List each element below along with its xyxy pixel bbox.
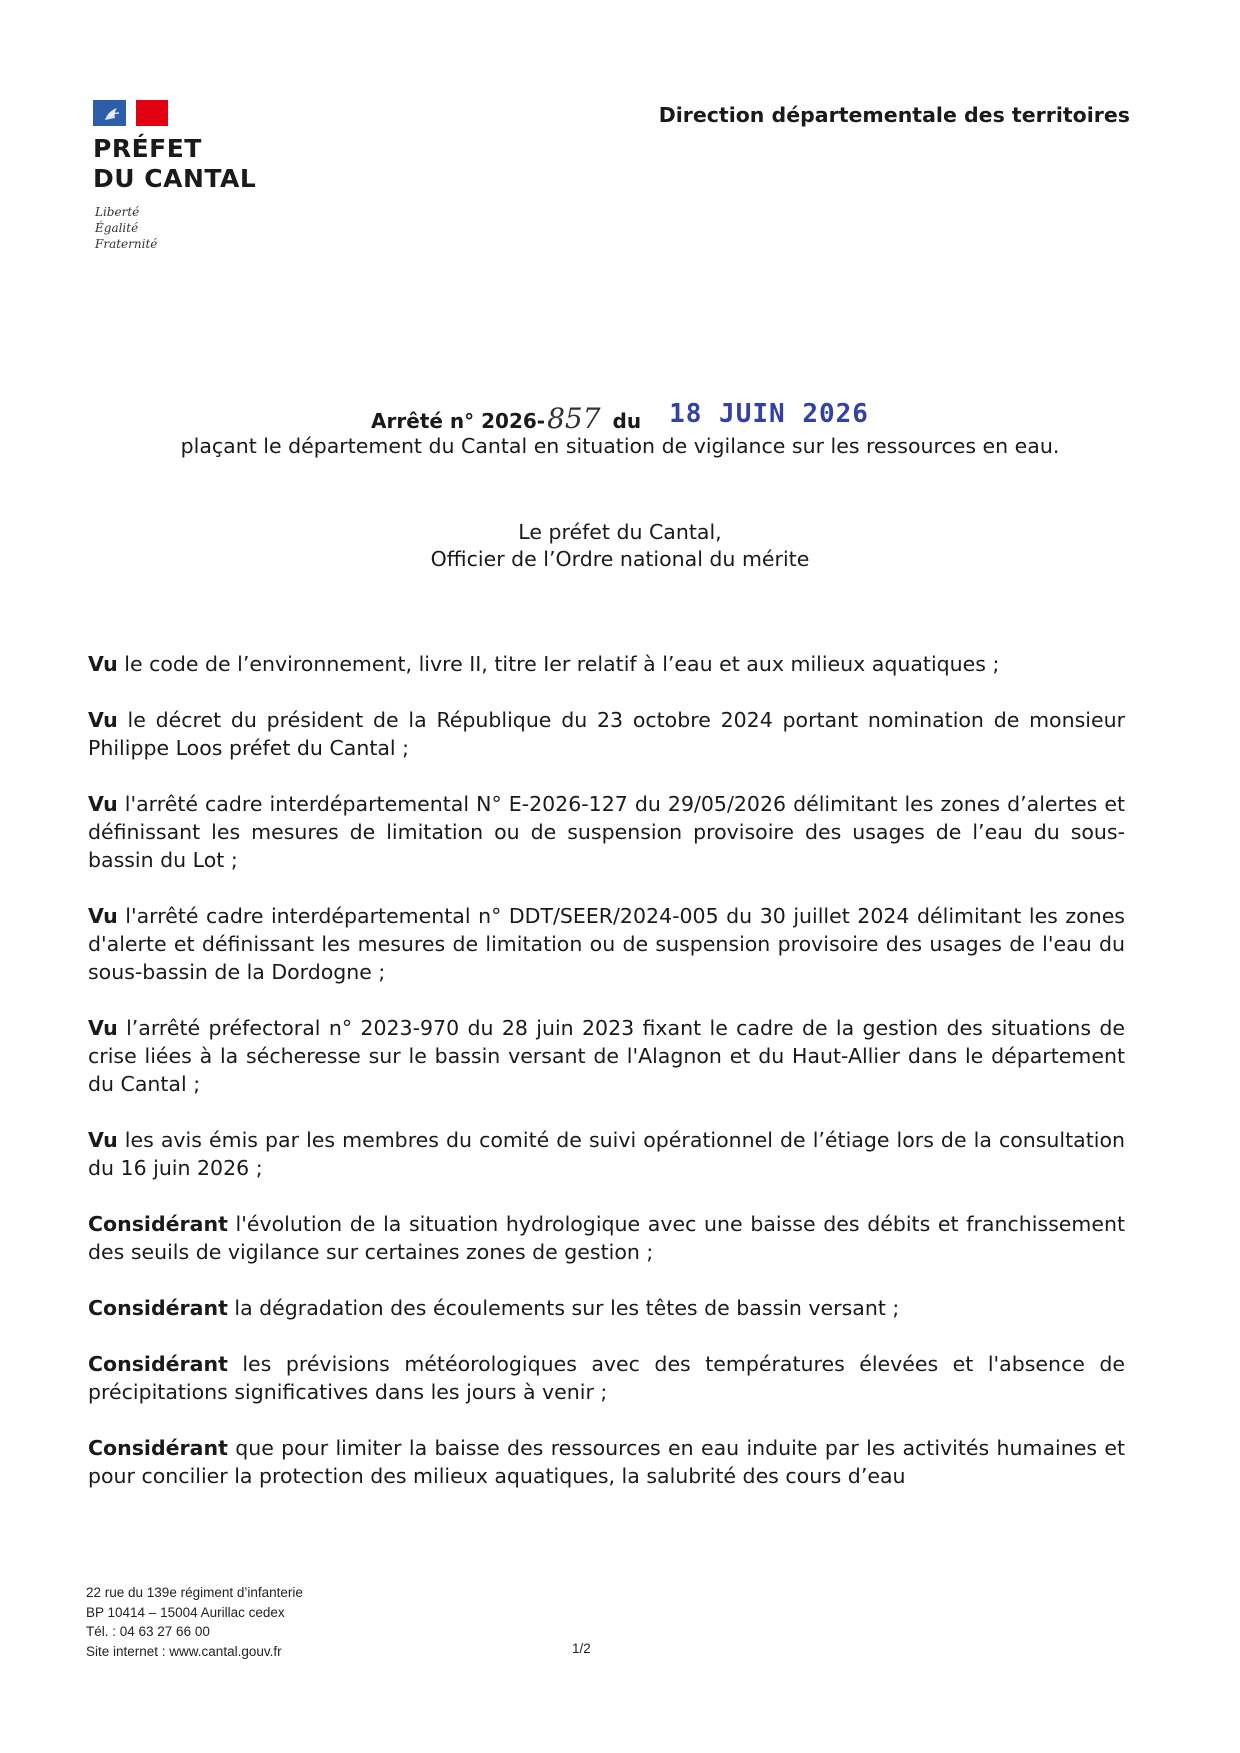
decree-subtitle: plaçant le département du Cantal en situation de vigilance sur les ressources en eau. xyxy=(180,434,1060,458)
motto-liberte: Liberté xyxy=(95,205,140,219)
date-stamp: 18 JUIN 2026 xyxy=(669,399,869,429)
footer-phone: Tél. : 04 63 27 66 00 xyxy=(86,1624,210,1639)
motto-egalite: Égalité xyxy=(95,221,139,235)
page-number: 1/2 xyxy=(572,1641,591,1656)
paragraph: Vu les avis émis par les membres du comité de suivi opérationnel de l’étiage lors de la consultation du 16 juin 2026 ; xyxy=(88,1128,1125,1180)
french-flag-icon xyxy=(93,100,168,126)
handwritten-number: 857 xyxy=(547,402,601,435)
paragraph: Considérant que pour limiter la baisse des ressources en eau induite par les activités humaines et pour concilier la protection des milieux aquatiques, la salubrité des cours d’eau xyxy=(88,1436,1125,1488)
direction-title: Direction départementale des territoires xyxy=(658,103,1130,127)
footer-website: Site internet : www.cantal.gouv.fr xyxy=(86,1643,282,1659)
footer-postal: BP 10414 – 15004 Aurillac cedex xyxy=(86,1604,285,1620)
paragraph: Vu l’arrêté préfectoral n° 2023-970 du 28 juin 2023 fixant le cadre de la gestion des situations de crise liées à la sécheresse sur le bassin versant de l'Alagnon et du Haut-Allier dans le département du Cantal ; xyxy=(88,1016,1125,1096)
paragraph: Vu le code de l’environnement, livre II, titre Ier relatif à l’eau et aux milieux aquatiques ; xyxy=(88,652,1000,676)
decree-prefix: Arrêté n° 2026- xyxy=(371,409,546,433)
paragraph: Considérant la dégradation des écoulements sur les têtes de bassin versant ; xyxy=(88,1296,900,1320)
decree-title xyxy=(0,399,1240,435)
footer-address xyxy=(86,1583,303,1661)
author-line2: Officier de l’Ordre national du mérite xyxy=(430,547,810,571)
paragraph: Vu l'arrêté cadre interdépartemental N° E-2026-127 du 29/05/2026 délimitant les zones d’alertes et définissant les mesures de limitation ou de suspension provisoire des usages de l’eau du sous-bassin du Lot ; xyxy=(88,792,1125,872)
paragraph: Vu le décret du président de la République du 23 octobre 2024 portant nomination de monsieur Philippe Loos préfet du Cantal ; xyxy=(88,708,1125,760)
logo-prefet: PRÉFET xyxy=(93,134,202,163)
motto-fraternite: Fraternité xyxy=(95,237,158,251)
decree-body xyxy=(88,650,1125,1518)
paragraph: Vu l'arrêté cadre interdépartemental n° DDT/SEER/2024-005 du 30 juillet 2024 délimitant les zones d'alerte et définissant les mesures de limitation ou de suspension provisoire des usages de l'eau du sous-bassin de la Dordogne ; xyxy=(88,904,1125,984)
prefecture-logo xyxy=(93,100,273,252)
decree-du: du xyxy=(612,409,642,433)
logo-cantal: DU CANTAL xyxy=(93,164,257,193)
footer-street: 22 rue du 139e régiment d’infanterie xyxy=(86,1585,303,1600)
paragraph: Considérant l'évolution de la situation hydrologique avec une baisse des débits et franchissement des seuils de vigilance sur certaines zones de gestion ; xyxy=(88,1212,1125,1264)
marianne-icon xyxy=(101,104,123,122)
paragraph: Considérant les prévisions météorologiques avec des températures élevées et l'absence de précipitations significatives dans les jours à venir ; xyxy=(88,1352,1125,1404)
author-line1: Le préfet du Cantal, xyxy=(518,520,722,544)
